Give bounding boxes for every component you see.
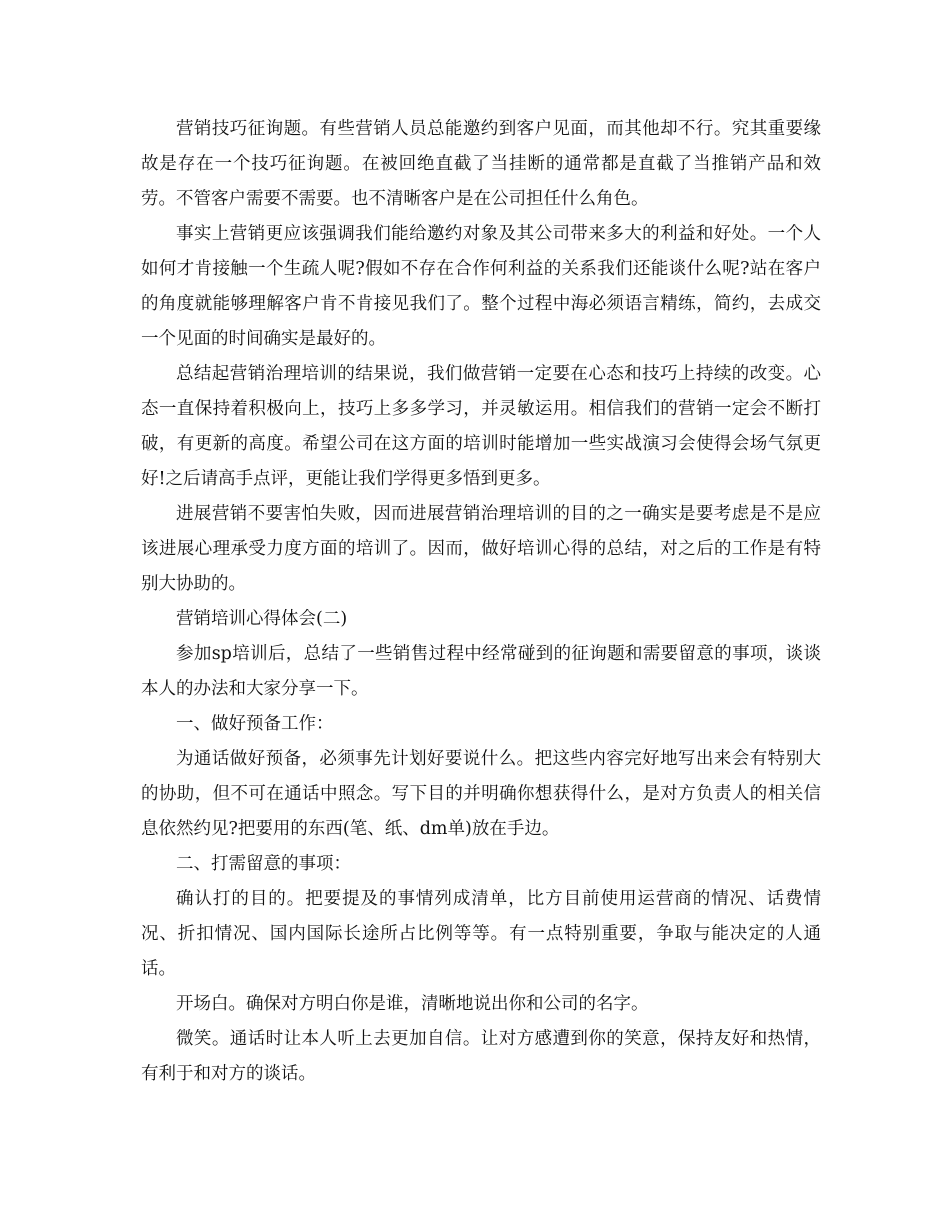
- paragraph: 开场白。确保对方明白你是谁，清晰地说出你和公司的名字。: [176, 994, 649, 1014]
- paragraph: 微笑。通话时让本人听上去更加自信。让对方感遭到你的笑意，保持友好和热情，有利于和对方的谈话。: [141, 1029, 821, 1084]
- document-body: [141, 112, 821, 1092]
- paragraph: 进展营销不要害怕失败，因而进展营销治理培训的目的之一确实是要考虑是不是应该进展心理承受力度方面的培训了。因而，做好培训心得的总结，对之后的工作是有特别大协助的。: [141, 504, 821, 594]
- subsection-heading: 一、做好预备工作：: [176, 714, 334, 734]
- paragraph: 总结起营销治理培训的结果说，我们做营销一定要在心态和技巧上持续的改变。心态一直保持着积极向上，技巧上多多学习，并灵敏运用。相信我们的营销一定会不断打破，有更新的高度。希望公司在这方面的培训时能增加一些实战演习会使得会场气氛更好!之后请高手点评，更能让我们学得更多悟到更多。: [141, 364, 821, 489]
- paragraph: 为通话做好预备，必须事先计划好要说什么。把这些内容完好地写出来会有特别大的协助，但不可在通话中照念。写下目的并明确你想获得什么，是对方负责人的相关信息依然约见?把要用的东西(笔、纸、dm单)放在手边。: [141, 749, 821, 839]
- paragraph: 事实上营销更应该强调我们能给邀约对象及其公司带来多大的利益和好处。一个人如何才肯接触一个生疏人呢?假如不存在合作何利益的关系我们还能谈什么呢?站在客户的角度就能够理解客户肯不肯接见我们了。整个过程中海必须语言精练，简约，去成交一个见面的时间确实是最好的。: [141, 224, 821, 349]
- paragraph: 营销技巧征询题。有些营销人员总能邀约到客户见面，而其他却不行。究其重要缘故是存在一个技巧征询题。在被回绝直截了当挂断的通常都是直截了当推销产品和效劳。不管客户需要不需要。也不清晰客户是在公司担任什么角色。: [141, 119, 821, 209]
- subsection-heading: 二、打需留意的事项：: [176, 854, 351, 874]
- section-heading: 营销培训心得体会(二): [176, 609, 348, 629]
- paragraph: 确认打的目的。把要提及的事情列成清单，比方目前使用运营商的情况、话费情况、折扣情况、国内国际长途所占比例等等。有一点特别重要，争取与能决定的人通话。: [141, 889, 821, 979]
- paragraph: 参加sp培训后，总结了一些销售过程中经常碰到的征询题和需要留意的事项，谈谈本人的办法和大家分享一下。: [141, 644, 821, 699]
